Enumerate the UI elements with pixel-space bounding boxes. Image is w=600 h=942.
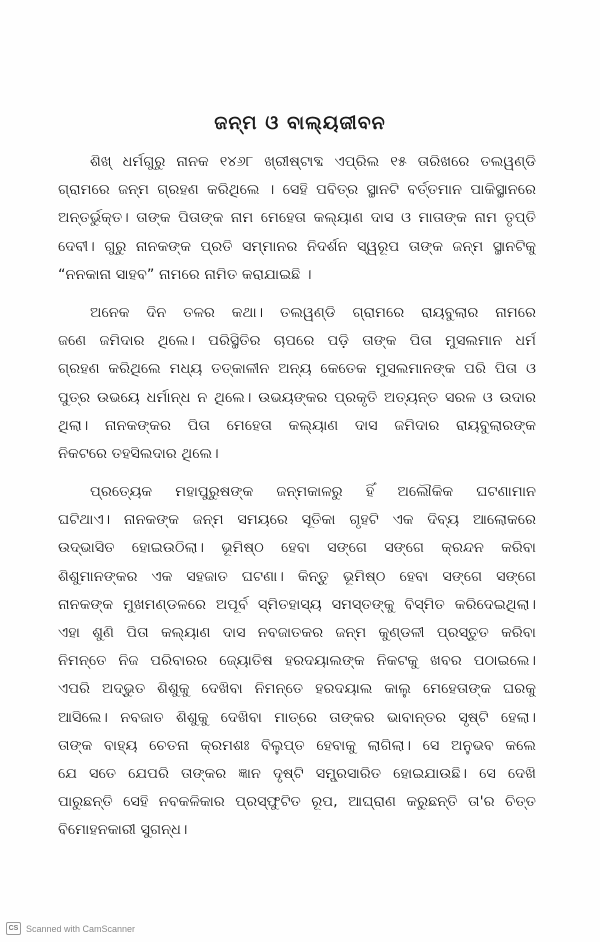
text-line: ପ୍ରତ୍ୟେକ ମହାପୁରୁଷଙ୍କ ଜନ୍ମକାଳରୁ ହିଁ ଅଲୌକିକ ଘଟଣାମାନ	[90, 484, 536, 501]
text-line: ଶିଶୁମାନଙ୍କର ଏକ ସହଜାତ ଘଟଣା। କିନ୍ତୁ ଭୂମିଷ୍ଠ ହେବା ସଙ୍ଗେ ସଙ୍ଗେ	[58, 568, 536, 585]
text-line: ନିମନ୍ତେ ନିଜ ପରିବାରର ଜ୍ୟୋତିଷ ହରଦୟାଲଙ୍କ ନିକଟକୁ ଖବର ପଠାଇଲେ।	[58, 653, 536, 670]
text-line: ଅନ୍ତର୍ଭୁକ୍ତ। ତାଙ୍କ ପିତାଙ୍କ ନାମ ମେହେତା କଲ୍ୟାଣ ଦାସ ଓ ମାତାଙ୍କ ନାମ ତୃପ୍ତି	[58, 210, 536, 227]
watermark-text: Scanned with CamScanner	[26, 923, 136, 934]
text-line: ଥିଲା। ନାନକଙ୍କର ପିତା ମେହେତା କଲ୍ୟାଣ ଦାସ ଜମିଦାର ରାୟବୁଲାରଙ୍କ	[58, 417, 536, 434]
text-line: ନାନକଙ୍କ ମୁଖମଣ୍ଡଳରେ ଅପୂର୍ବ ସ୍ମିତହାସ୍ୟ ସମସ୍ତଙ୍କୁ ବିସ୍ମିତ କରିଦେଇଥିଲା।	[58, 596, 536, 613]
text-line: ତାଙ୍କ ବାହ୍ୟ ଚେତନା କ୍ରମଶଃ ବିଲୁପ୍ତ ହେବାକୁ ଲାଗିଲା। ସେ ଅନୁଭବ କଲେ	[58, 737, 536, 754]
text-line: ଘଟିଥାଏ। ନାନକଙ୍କ ଜନ୍ମ ସମୟରେ ସୂତିକା ଗୃହଟି ଏକ ଦିବ୍ୟ ଆଲୋକରେ	[58, 512, 536, 529]
text-line: “ନନକାନା ସାହବ” ନାମରେ ନାମିତ କରାଯାଇଛି ।	[58, 266, 312, 283]
text-line: ପୁତ୍ର ଉଭୟେ ଧର୍ମାନ୍ଧ ନ ଥିଲେ। ଉଭୟଙ୍କର ପ୍ରକୃତି ଅତ୍ୟନ୍ତ ସରଳ ଓ ଉଦାର	[58, 389, 536, 406]
text-line: ଜଣେ ଜମିଦାର ଥିଲେ। ପରିସ୍ଥିତିର ଚାପରେ ପଡ଼ି ତାଙ୍କ ପିତା ମୁସଲମାନ ଧର୍ମ	[58, 333, 536, 350]
text-line: ଏପରି ଅଦ୍ଭୁତ ଶିଶୁକୁ ଦେଖିବା ନିମନ୍ତେ ହରଦୟାଲ କାଲୁ ମେହେତାଙ୍କ ଘରକୁ	[58, 681, 536, 698]
paragraph-3	[58, 478, 536, 844]
text-line: ଅନେକ ଦିନ ତଳର କଥା। ତଲୱଣ୍ଡି ଗ୍ରାମରେ ରାୟବୁଲାର ନାମରେ	[90, 304, 536, 321]
text-line: ପାରୁଛନ୍ତି ସେହି ନବକଳିକାର ପ୍ରସ୍ଫୁଟିତ ରୂପ, ଆଘ୍ରାଣ କରୁଛନ୍ତି ତା'ର ଚିତ୍ତ	[58, 794, 536, 811]
chapter-title: ଜନ୍ମ ଓ ବାଲ୍ୟଜୀବନ	[214, 112, 386, 134]
text-line: ଶିଖ୍ ଧର୍ମଗୁରୁ ନାନକ ୧୪୬୮ ଖ୍ରୀଷ୍ଟାବ୍ଦ ଏପ୍ରିଲ ୧୫ ତାରିଖରେ ତଲୱଣ୍ଡି	[90, 154, 536, 170]
text-line: ଗ୍ରହଣ କରିଥିଲେ ମଧ୍ୟ ତତ୍କାଳୀନ ଅନ୍ୟ କେତେକ ମୁସଲମାନଙ୍କ ପରି ପିତା ଓ	[58, 361, 536, 378]
scanner-watermark	[6, 922, 135, 935]
text-line: ଯେ ସତେ ଯେପରି ତାଙ୍କର ଜ୍ଞାନ ଦୃଷ୍ଟି ସମ୍ପ୍ରସାରିତ ହୋଇଯାଉଛି। ସେ ଦେଖି	[58, 765, 536, 782]
paragraph-1	[58, 148, 536, 289]
text-line: ଦେବୀ। ଗୁରୁ ନାନକଙ୍କ ପ୍ରତି ସମ୍ମାନର ନିଦର୍ଶନ ସ୍ୱରୂପ ତାଙ୍କ ଜନ୍ମ ସ୍ଥାନଟିକୁ	[58, 238, 536, 255]
camscanner-logo-icon: CS	[6, 922, 21, 935]
body-text	[58, 148, 536, 855]
text-line: ଆସିଲେ। ନବଜାତ ଶିଶୁକୁ ଦେଖିବା ମାତ୍ରେ ତାଙ୍କର ଭାବାନ୍ତର ସୃଷ୍ଟି ହେଲା।	[58, 709, 536, 726]
paragraph-2	[58, 299, 536, 468]
text-line: ଉଦ୍ଭାସିତ ହୋଇଉଠିଲା। ଭୂମିଷ୍ଠ ହେବା ସଙ୍ଗେ ସଙ୍ଗେ କ୍ରନ୍ଦନ କରିବା	[58, 540, 536, 557]
text-line: ବିମୋହନକାରୀ ସୁଗନ୍ଧ।	[58, 822, 188, 839]
text-line: ନିକଟରେ ତହସିଲଦାର ଥିଲେ।	[58, 445, 219, 462]
text-line: ଏହା ଶୁଣି ପିତା କଲ୍ୟାଣ ଦାସ ନବଜାତକର ଜନ୍ମ କୁଣ୍ଡଳୀ ପ୍ରସ୍ତୁତ କରିବା	[58, 625, 536, 641]
text-line: ଗ୍ରାମରେ ଜନ୍ମ ଗ୍ରହଣ କରିଥିଲେ । ସେହି ପବିତ୍ର ସ୍ଥାନଟି ବର୍ତ୍ତମାନ ପାକିସ୍ଥାନରେ	[58, 182, 536, 199]
